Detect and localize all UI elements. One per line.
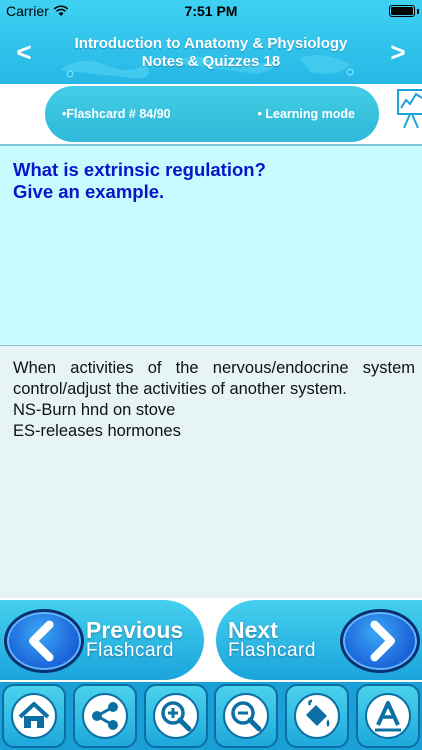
battery-icon bbox=[389, 5, 415, 17]
zoom-in-icon bbox=[153, 693, 199, 739]
previous-label: Previous bbox=[86, 617, 184, 643]
question-text: What is extrinsic regulation? Give an example. bbox=[13, 159, 266, 202]
home-icon bbox=[11, 693, 57, 739]
share-button[interactable] bbox=[73, 684, 137, 748]
mode-label: • Learning mode bbox=[257, 107, 355, 121]
flashcard-nav-row bbox=[0, 598, 422, 682]
zoom-out-icon bbox=[223, 693, 269, 739]
font-icon bbox=[365, 693, 411, 739]
header-next-button[interactable]: > bbox=[390, 37, 406, 67]
presentation-chart-icon bbox=[396, 84, 422, 140]
header-prev-button[interactable]: < bbox=[16, 37, 32, 67]
previous-circle bbox=[4, 609, 84, 673]
home-button[interactable] bbox=[2, 684, 66, 748]
status-time: 7:51 PM bbox=[184, 3, 238, 19]
battery-tip bbox=[417, 9, 419, 14]
question-area bbox=[0, 146, 422, 346]
chevron-left-icon bbox=[7, 612, 81, 670]
top-header bbox=[0, 0, 422, 84]
chevron-right-icon bbox=[343, 612, 417, 670]
page-title-line2: Notes & Quizzes 18 bbox=[141, 53, 281, 70]
next-sublabel: Flashcard bbox=[228, 640, 316, 661]
page-title-line1: Introduction to Anatomy & Physiology bbox=[74, 35, 348, 52]
info-band bbox=[0, 84, 422, 146]
next-flashcard-button[interactable] bbox=[216, 600, 422, 680]
font-size-button[interactable] bbox=[356, 684, 420, 748]
previous-sublabel: Flashcard bbox=[86, 640, 174, 661]
previous-flashcard-button[interactable] bbox=[0, 600, 204, 680]
flashcard-counter: •Flashcard # 84/90 bbox=[62, 107, 171, 121]
bottom-toolbar bbox=[0, 682, 422, 750]
carrier-label: Carrier bbox=[6, 3, 49, 19]
page-title bbox=[50, 35, 372, 71]
next-circle bbox=[340, 609, 420, 673]
share-icon bbox=[82, 693, 128, 739]
battery-fill bbox=[391, 7, 413, 15]
zoom-in-button[interactable] bbox=[144, 684, 208, 748]
status-bar bbox=[0, 0, 422, 22]
next-label: Next bbox=[228, 617, 278, 643]
background-color-button[interactable] bbox=[285, 684, 349, 748]
info-pill bbox=[45, 86, 379, 142]
answer-text: When activities of the nervous/endocrine system control/adjust the activities of another system. NS-Burn hnd on stove ES-releases hormones bbox=[13, 359, 415, 440]
zoom-out-button[interactable] bbox=[214, 684, 278, 748]
answer-area bbox=[0, 346, 422, 598]
paint-bucket-icon bbox=[294, 693, 340, 739]
